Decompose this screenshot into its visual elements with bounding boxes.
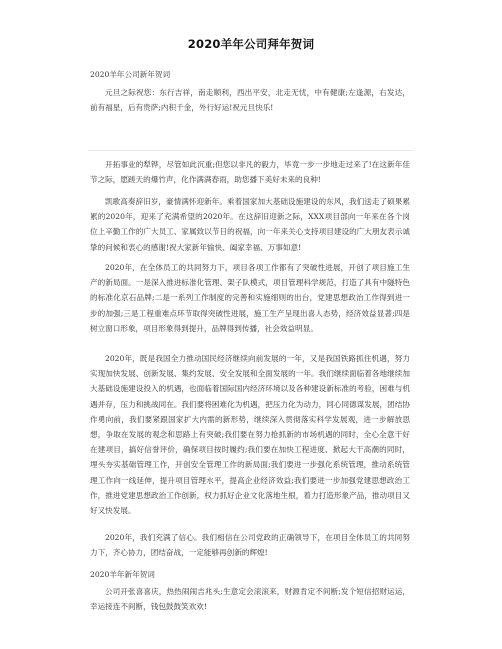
document-title: 2020羊年公司拜年贺词 — [187, 37, 315, 51]
paragraph-greeting: 元旦之际祝您：东行吉祥，南走顺利，西出平安，北走无忧，中有健康;左逢源，右发达，前有福星，后有贵萨;内积千金，外行好运!祝元旦快乐! — [90, 88, 410, 113]
section-heading-2: 2020羊年新年贺词 — [90, 570, 155, 579]
section-heading: 2020羊年公司新年贺词 — [90, 70, 171, 79]
paragraph-blessing: 公司开张喜喜庆，热热闹闹吉兆头;生意定会滚滚来，财源肯定不间断;发个短信招财运运，幸运接连不间断，钱包鼓鼓笑欢欢! — [90, 587, 410, 612]
paragraph-new-year: 凯歌高奏辞旧岁，豪情满怀迎新年。乘着国家加大基础设施建设的东风，我们送走了硕果累累的2020年，迎来了充满希望的2020年。在这辞旧迎新之际，XXX项目部向一年来在各个岗位上辛勤工作的广大员工、家属致以节日的祝福，向一年来关心支持项目建设的广大朋友表示诚挚的问候和衷心的感谢!祝大家新年愉快、阖家幸福、万事如意! — [90, 197, 410, 252]
divider — [88, 150, 414, 151]
paragraph-pioneering: 开拓事业的犁铧，尽管如此沉重;但您以非凡的毅力，毕竟一步一步地走过来了!在这新年佳节之际，愿蹉天的爆竹声，化作满满春雨，助您播下美好未来的良种! — [90, 160, 410, 185]
paragraph-achievements: 2020年，在全体员工的共同努力下，项目各项工作都有了突破性进展，开创了项目施工生产的新局面。一是深入推进标准化管理、架子队模式，项目管理科学规范，打造了具有中隧特色的标准化京石品牌;二是一系列工作制度的完善和实施细则的出台，党建思想政治工作得到进一步的加强;三是工程重难点环节取得突破性进展，施工生产呈现出喜人态势，经济效益显著;四是树立窗口形象，项目形象得到提升，品牌得到传播，社会效益明显。 — [90, 263, 410, 333]
paragraph-confidence: 2020年，我们充满了信心。我们相信在公司党政的正确领导下，在项目全体员工的共同努力下，齐心协力，团结奋战，一定能够再创新的辉煌! — [90, 533, 410, 558]
paragraph-outlook: 2020年，既是我国全力推动国民经济继续向前发展的一年，又是我国铁路抓住机遇，努力实现加快发展、创新发展、集约发展、安全发展和全面发展的一年。我们继续面临着各地继续加大基础设施建设投入的机遇，也面临着国际国内经济环境以及各种建设新标准的考验，困难与机遇并存，压力和挑战同在。我们要将困难化为机遇，把压力化为动力，同心同德谋发展，团结协作勇向前，我们要紧跟国家扩大内需的新形势，继续深入贯彻落实科学发展观，进一步解放思想，争取在发展的观念和思路上有突破;我们要在努力抢抓新的市场机遇的同时，全心全意干好在建项目，搞好信誉评价，确保项目按时履约;我们要在加快工程进度、掀起大干高潮的同时，埋头夯实基础管理工作，开创安全管理工作的新局面;我们要进一步强化系统管理，推动系统管理工作向一线延伸，提升项目管理水平，提高企业经济效益;我们要进一步加强党建思想政治工作，推进党建思想政治工作创新，权力抓好企业文化落地生根，着力打造形象产品，推动项目又好又快发展。 — [90, 354, 410, 516]
